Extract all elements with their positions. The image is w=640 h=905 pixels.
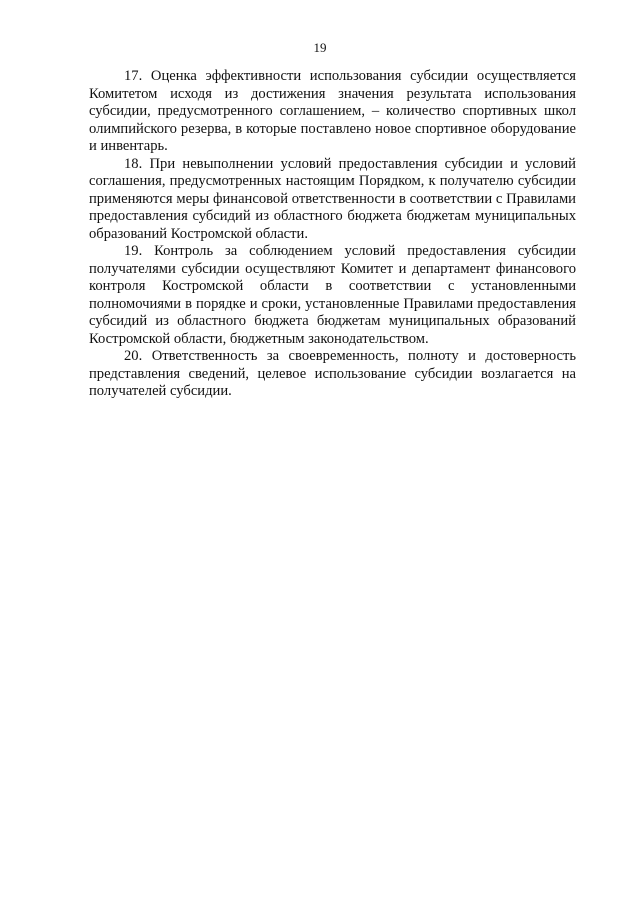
document-body (89, 68, 576, 401)
page-number: 19 (313, 40, 327, 55)
paragraph-17: 17. Оценка эффективности использования субсидии осуществляется Комитетом исходя из достижения значения результата использования субсидии, предусмотренного соглашением, – количество спортивных школ олимпийского резерва, в которые поставлено новое спортивное оборудование и инвентарь. (89, 68, 576, 154)
paragraph-19: 19. Контроль за соблюдением условий предоставления субсидии получателями субсидии осуществляют Комитет и департамент финансового контроля Костромской области в соответствии с установленными полномочиями в порядке и сроки, установленные Правилами предоставления субсидий из областного бюджета бюджетам муниципальных образований Костромской области, бюджетным законодательством. (89, 243, 576, 347)
paragraph-20: 20. Ответственность за своевременность, полноту и достоверность представления сведений, целевое использование субсидии возлагается на получателей субсидии. (89, 348, 576, 399)
paragraph-18: 18. При невыполнении условий предоставления субсидии и условий соглашения, предусмотренных настоящим Порядком, к получателю субсидии применяются меры финансовой ответственности в соответствии с Правилами предоставления субсидий из областного бюджета бюджетам муниципальных образований Костромской области. (89, 155, 576, 242)
